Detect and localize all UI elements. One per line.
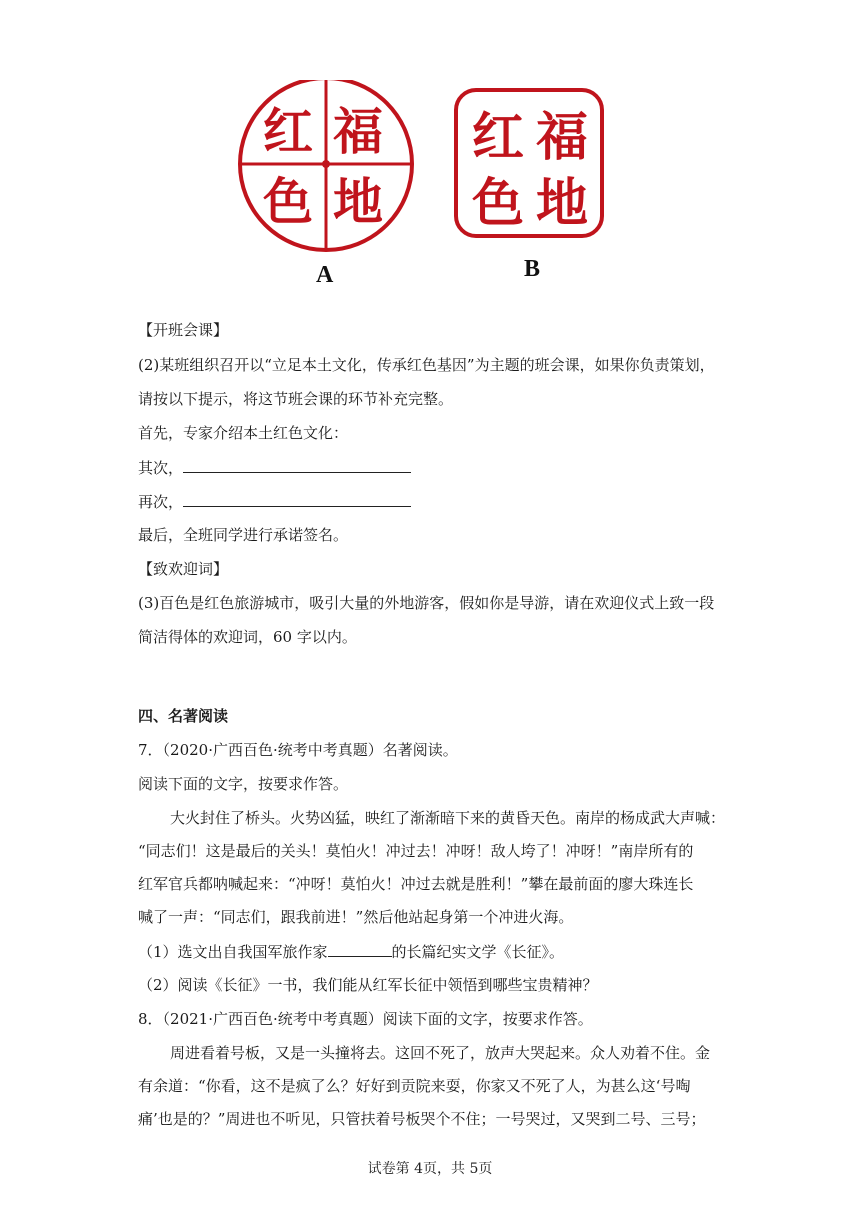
q7-title: 7．（2020·广西百色·统考中考真题）名著阅读。 (138, 741, 458, 759)
q8-title: 8．（2021·广西百色·统考中考真题）阅读下面的文字，按要求作答。 (138, 1010, 593, 1028)
seal-a-char-2: 福 (333, 102, 383, 161)
q7-passage-line4: 喊了一声：“同志们，跟我前进！”然后他站起身第一个冲进火海。 (138, 908, 574, 926)
q7-passage-line1: 大火封住了桥头。火势凶猛，映红了渐渐暗下来的黄昏天色。南岸的杨成武大声喊： (170, 809, 726, 827)
q7-passage-line3: 红军官兵都呐喊起来：“冲呀！莫怕火！冲过去就是胜利！”攀在最前面的廖大珠连长 (138, 875, 694, 893)
step-last: 最后，全班同学进行承诺签名。 (138, 526, 349, 544)
q7-sub1-row (138, 940, 564, 963)
step-third-row (138, 490, 411, 513)
step-second-row (138, 456, 411, 479)
step-first: 首先，专家介绍本土红色文化： (138, 424, 349, 442)
q2-text-line1: (2)某班组织召开以“立足本土文化，传承红色基因”为主题的班会课，如果你负责策划， (138, 356, 715, 374)
class-meeting-heading: 【开班会课】 (138, 321, 229, 339)
seal-b-char-2: 福 (536, 107, 589, 168)
q8-passage-line3: 痛’也是的？”周进也不听见，只管扶着号板哭个不住；一号哭过，又哭到二号、三号； (138, 1110, 706, 1128)
step-second-label: 其次， (138, 459, 184, 477)
seal-b-char-1: 红 (472, 107, 525, 168)
q7-sub2: （2）阅读《长征》一书，我们能从红军长征中领悟到哪些宝贵精神？ (138, 976, 598, 994)
seal-b-label: B (524, 256, 541, 282)
page-footer: 试卷第 4页，共 5页 (367, 1161, 493, 1177)
q7-sub1-blank[interactable] (328, 940, 392, 957)
q7-passage-line2: “同志们！这是最后的关头！莫怕火！冲过去！冲呀！敌人垮了！冲呀！”南岸所有的 (138, 842, 694, 860)
q8-passage-line2: 有余道：“你看，这不是疯了么？好好到贡院来耍，你家又不死了人，为甚么这‘号啕 (138, 1077, 691, 1095)
seal-a-char-1: 红 (263, 102, 313, 161)
seal-b-char-3: 色 (472, 173, 525, 234)
seal-a-char-3: 色 (263, 172, 313, 231)
q3-text-line1: (3)百色是红色旅游城市，吸引大量的外地游客，假如你是导游，请在欢迎仪式上致一段 (138, 594, 715, 612)
welcome-heading: 【致欢迎词】 (138, 560, 229, 578)
seal-a-label: A (316, 262, 334, 288)
q7-instruction: 阅读下面的文字，按要求作答。 (138, 775, 349, 793)
q7-sub1-post: 的长篇纪实文学《长征》。 (391, 943, 565, 961)
q3-text-line2: 简洁得体的欢迎词，60 字以内。 (138, 628, 357, 646)
q2-text-line2: 请按以下提示，将这节班会课的环节补充完整。 (138, 390, 454, 408)
step-second-blank[interactable] (183, 456, 411, 473)
q8-passage-line1: 周进看着号板，又是一头撞将去。这回不死了，放声大哭起来。众人劝着不住。金 (170, 1044, 711, 1062)
q7-sub1-pre: （1）选文出自我国军旅作家 (138, 943, 328, 961)
step-third-label: 再次， (138, 493, 184, 511)
step-third-blank[interactable] (183, 490, 411, 507)
seal-a-char-4: 地 (333, 172, 383, 231)
seal-b-char-4: 地 (536, 173, 589, 234)
part4-title: 四、名著阅读 (138, 707, 229, 725)
